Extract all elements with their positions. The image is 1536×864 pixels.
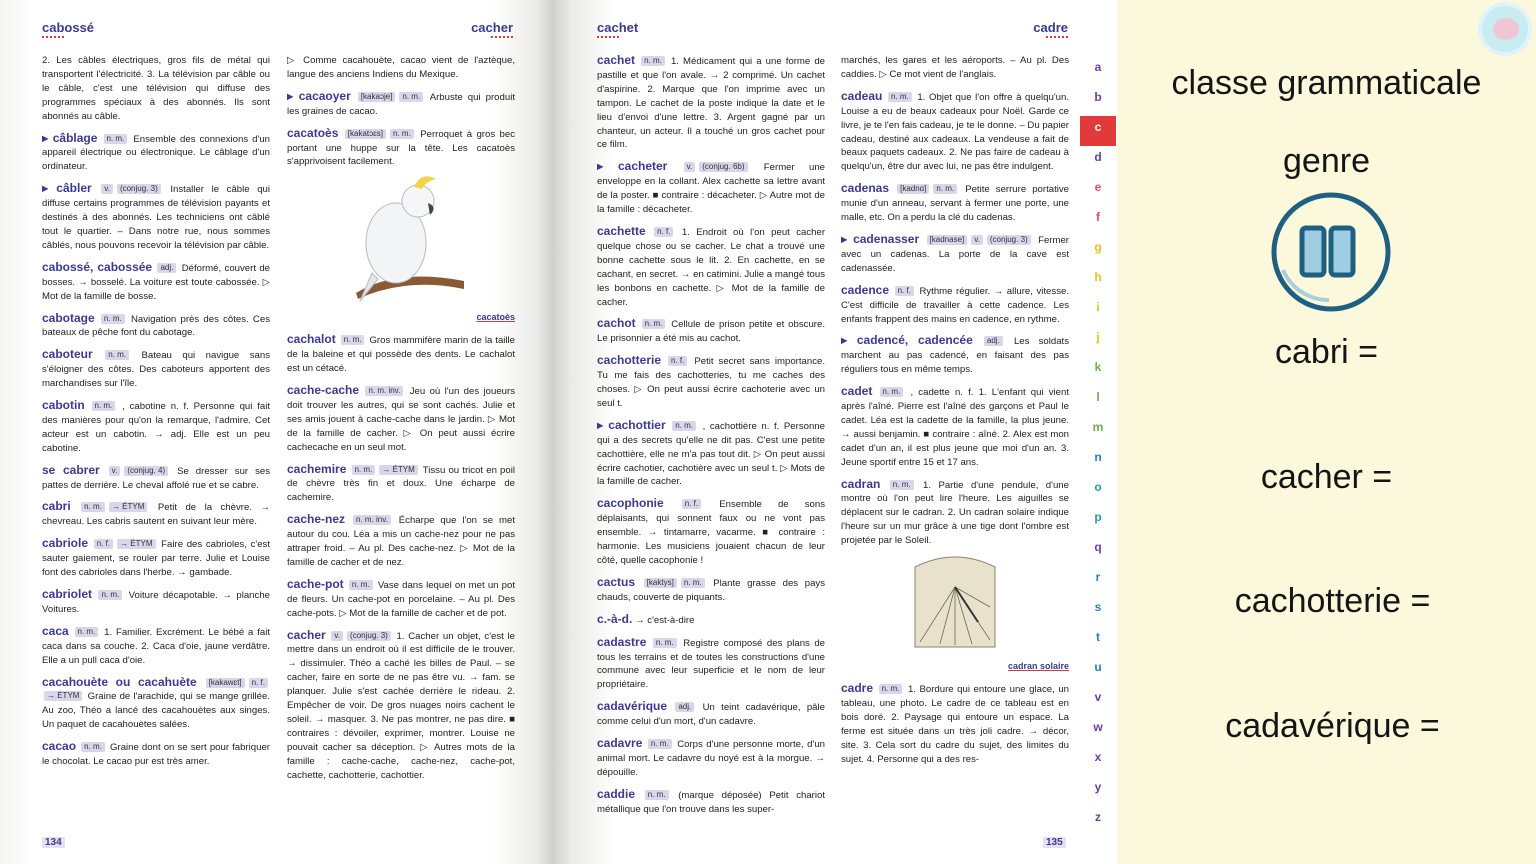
dictionary-entry bbox=[287, 54, 515, 82]
entry-headword: cabotage bbox=[42, 310, 95, 325]
entry-definition: Ensemble des connexions d'un appareil électrique ou électronique. Le câblage d'un ordinateur. bbox=[42, 133, 270, 173]
entry-headword: cachet bbox=[597, 54, 636, 67]
dictionary-entry bbox=[597, 613, 825, 628]
grammar-tag: (conjug. 3) bbox=[117, 184, 161, 194]
entry-headword: cacahouète ou cacahuète bbox=[42, 674, 197, 689]
running-head-right: cadre bbox=[968, 20, 1068, 38]
entry-definition: Se dresser sur ses pattes de derrière. Le cheval affolé rue et se cabre. bbox=[42, 465, 270, 491]
grammar-tag: n. m. bbox=[888, 92, 912, 102]
alphabet-tab-d[interactable]: d bbox=[1094, 150, 1102, 164]
entry-definition: Graine de l'arachide, qui se mange grillée. Au zoo, Théo a lancé des cacahouètes aux singes. Un paquet de cacahouètes salées. bbox=[42, 691, 270, 731]
entry-headword: ▸ câblage bbox=[42, 130, 98, 145]
alphabet-tab-o[interactable]: o bbox=[1094, 480, 1102, 494]
entry-headword: cabriolet bbox=[42, 587, 93, 601]
grammar-tag: n. m. bbox=[648, 739, 672, 749]
dictionary-column bbox=[597, 54, 825, 832]
dictionary-entry bbox=[42, 261, 270, 304]
entry-definition: 1. Objet que l'on offre à quelqu'un. Louise a eu de beaux cadeaux pour Noël. Garde ce livre, je te l'en fais cadeau, je te le donne. – Du papier cadeau, destiné aux cadeaux. La vendeuse a fait de beaux paquets cadeaux. 2. Ne pas faire de cadeau à quelqu'un, être dur avec lui, ne pas être indulgent. bbox=[841, 91, 1069, 173]
alphabet-tab-w[interactable]: w bbox=[1093, 720, 1103, 734]
entry-headword: caddie bbox=[597, 786, 636, 801]
grammar-tag: n. f. bbox=[668, 356, 687, 366]
alphabet-tab-l[interactable]: l bbox=[1096, 390, 1100, 404]
grammar-tag: n. m. bbox=[879, 684, 903, 694]
dictionary-entry bbox=[287, 513, 515, 570]
entry-definition: 1. Partie d'une pendule, d'une montre où l'on peut lire l'heure. Les aiguilles se déplacent sur le cadran. 2. Un cadran solaire indique l'heure sur un mur grâce à une tige dont l'ombre est projetée par le Soleil. bbox=[841, 479, 1069, 547]
entry-headword: cactus bbox=[597, 574, 636, 589]
entry-headword: cadastre bbox=[597, 634, 647, 649]
entry-definition: , cabotine n. f. Personne qui fait des manières pour qu'on la remarque, l'admire. Cet acteur est un cabotin. → adj. Elle est un peu cabotine. bbox=[42, 401, 270, 454]
alphabet-tab-j[interactable]: j bbox=[1096, 330, 1100, 344]
grammar-tag: n. f. bbox=[249, 678, 268, 688]
grammar-tag: v. bbox=[101, 184, 113, 194]
entry-definition: Tissu ou tricot en poil de chèvre très fin et doux. Une écharpe de cachemire. bbox=[287, 464, 515, 504]
running-head-left: cabossé bbox=[42, 20, 94, 38]
grammar-tag: n. m. bbox=[653, 638, 677, 648]
grammar-tag: [kakaɔje] bbox=[358, 92, 396, 102]
dictionary-entry bbox=[42, 399, 270, 456]
entry-headword: caboteur bbox=[42, 347, 93, 362]
grammar-tag: n. m. inv. bbox=[365, 386, 403, 396]
entry-headword: caca bbox=[42, 623, 69, 638]
alphabet-tab-g[interactable]: g bbox=[1094, 240, 1102, 254]
entry-definition: → c'est-à-dire bbox=[635, 614, 695, 626]
entry-headword: cachotterie bbox=[597, 353, 662, 368]
grammar-tag: (conjug. 4) bbox=[124, 466, 168, 476]
entry-definition: 1. Endroit où l'on peut cacher quelque chose ou se cacher. Le chat a trouvé une bonne cachette sous le lit. 2. En cachette, en se cachant, en secret. → en catimini. Julie a mangé tous les bonbons en cachette. ▷ Mot de la famille de cacher. bbox=[597, 226, 825, 308]
entry-definition: , cadette n. f. 1. L'enfant qui vient après l'aîné. Pierre est l'aîné des garçons et Paul le cadet. Léa est la cadette de la famille, la plus jeune. → aussi benjamin. ■ contraire : aîné. 2. Alex est mon cadet d'un an, il est plus jeune que moi d'un an. 3. Jeune sportif entre 15 et 17 ans. bbox=[841, 387, 1069, 468]
grammar-tag: n. m. bbox=[390, 129, 414, 139]
entry-definition: Les soldats marchent au pas cadencé, en faisant des pas réguliers tous en même temps. bbox=[841, 336, 1069, 376]
entry-definition: Écharpe que l'on se met autour du cou. Léa a mis un cache-nez pour ne pas attraper froid. – Au pl. Des cache-nez. ▷ Mot de la famille de cacher et de nez. bbox=[287, 515, 515, 568]
alphabet-tab-k[interactable]: k bbox=[1094, 360, 1102, 374]
grammar-tag: → ÉTYM bbox=[379, 465, 417, 475]
running-head-right: cacher bbox=[413, 20, 513, 38]
entry-headword: cadavérique bbox=[597, 699, 668, 714]
alphabet-tab-a[interactable]: a bbox=[1094, 60, 1102, 74]
entry-definition: Installer le câble qui diffuse certains programmes de télévision payants et destinés à des abonnés. Les techniciens ont câblé tout le quartier. – Dans notre rue, nous sommes câblés, nous pouvons recevoir la télévision par câble. bbox=[42, 184, 270, 251]
alphabet-tab-n[interactable]: n bbox=[1094, 450, 1102, 464]
entry-headword: cachot bbox=[597, 316, 636, 331]
alphabet-tab-b[interactable]: b bbox=[1094, 90, 1102, 104]
alphabet-tab-y[interactable]: y bbox=[1094, 780, 1102, 794]
grammar-tag: n. m. bbox=[880, 387, 904, 397]
alphabet-tab-s[interactable]: s bbox=[1094, 600, 1102, 614]
grammar-tag: n. m. bbox=[81, 502, 105, 512]
dictionary-entry bbox=[42, 588, 270, 617]
dictionary-entry bbox=[42, 464, 270, 493]
grammar-tag: → ÉTYM bbox=[44, 691, 82, 701]
grammar-tag: v. bbox=[684, 162, 696, 172]
alphabet-tab-v[interactable]: v bbox=[1094, 690, 1102, 704]
grammar-tag: n. m. bbox=[98, 590, 122, 600]
dictionary-entry bbox=[597, 788, 825, 817]
dictionary-entry bbox=[597, 576, 825, 605]
grammar-tag: n. m. bbox=[890, 480, 914, 490]
alphabet-tab-p[interactable]: p bbox=[1094, 510, 1102, 524]
grammar-tag: [kakawɛt] bbox=[206, 678, 245, 688]
grammar-tag: n. f. bbox=[94, 539, 113, 549]
dictionary-entry bbox=[42, 54, 270, 124]
alphabet-tab-t[interactable]: t bbox=[1096, 630, 1100, 644]
dictionary-entry bbox=[597, 737, 825, 780]
grammar-tag: n. m. bbox=[101, 314, 125, 324]
entry-definition: Jeu où l'un des joueurs doit trouver les autres, qui se sont cachés. Julie et ses amis jouent à cache-cache dans le jardin. ▷ Mot de la famille de cacher. ▷ On peut aussi écrire cachecache en un seul mot. bbox=[287, 385, 515, 453]
alphabet-tab-x[interactable]: x bbox=[1094, 750, 1102, 764]
entry-definition: marchés, les gares et les aéroports. – Au pl. Des caddies. ▷ Ce mot vient de l'anglais. bbox=[841, 55, 1069, 80]
entry-headword: cadavre bbox=[597, 736, 643, 751]
entry-definition: Plante grasse des pays chauds, couverte de piquants. bbox=[597, 577, 825, 603]
dictionary-entry bbox=[841, 233, 1069, 276]
dictionary-entry bbox=[841, 334, 1069, 377]
entry-definition: Perroquet à gros bec portant une huppe sur la tête. Les cacatoès s'apprivoisent facilement. bbox=[287, 128, 515, 168]
entry-definition: Corps d'une personne morte, d'un animal mort. Le cadavre du noyé est à la morgue. → dépouille. bbox=[597, 739, 825, 778]
entry-definition: Petit secret sans importance. Tu me fais des cachotteries, tu me caches des choses. ▷ On peut aussi écrire cachoterie avec un seul t. bbox=[597, 356, 825, 409]
alphabet-tab-r[interactable]: r bbox=[1095, 570, 1101, 584]
dictionary-entry bbox=[42, 132, 270, 175]
alphabet-tab-h[interactable]: h bbox=[1094, 270, 1102, 284]
grammar-tag: n. m. bbox=[352, 465, 376, 475]
entry-headword: ▸ cadencé, cadencée bbox=[841, 333, 973, 348]
grammar-tag: n. m. inv. bbox=[353, 515, 391, 525]
entry-headword: cache-pot bbox=[287, 576, 344, 591]
entry-headword: cacatoès bbox=[287, 125, 339, 140]
entry-definition: ▷ Comme cacahouète, cacao vient de l'aztèque, langue des anciens Indiens du Mexique. bbox=[287, 55, 515, 80]
grammar-tag: n. m. bbox=[349, 580, 373, 590]
page-number: 134 bbox=[42, 837, 65, 848]
dictionary-entry bbox=[42, 500, 270, 529]
grammar-tag: [kaktys] bbox=[644, 578, 677, 588]
grammar-tag: n. m. bbox=[81, 742, 105, 752]
grammar-tag: adj. bbox=[984, 336, 1003, 346]
grammar-tag: n. m. bbox=[341, 335, 365, 345]
entry-definition: (marque déposée) Petit chariot métallique que l'on trouve dans les super- bbox=[597, 789, 825, 815]
entry-definition: Navigation près des côtes. Ces bateaux de pêche font du cabotage. bbox=[42, 313, 270, 339]
grammar-tag: (conjug. 6b) bbox=[699, 162, 747, 172]
entry-definition: , cachottière n. f. Personne qui a des secrets qu'elle ne dit pas. C'est une petite cachottière, elle ne m'a pas tout dit. ▷ On peut aussi écrire cachotier, cachotière avec un seul t. ▷ Mots de la famille de cacher. bbox=[597, 420, 825, 488]
alphabet-tab-f[interactable]: f bbox=[1096, 210, 1100, 224]
grammar-tag: n. f. bbox=[654, 227, 673, 237]
entry-definition: Fermer une enveloppe en la collant. Alex cachette sa lettre avant de la poster. ■ contraire : décacheter. ▷ Autre mot de la famille : décacheter. bbox=[597, 162, 825, 216]
brain-logo-icon bbox=[1478, 2, 1532, 56]
entry-definition: Petit de la chèvre. → chevreau. Les cabris sautent en suivant leur mère. bbox=[42, 502, 270, 528]
page-number: 135 bbox=[1043, 837, 1066, 848]
entry-headword: cabri bbox=[42, 499, 71, 514]
alphabet-tab-i[interactable]: i bbox=[1096, 300, 1100, 314]
entry-definition: 2. Les câbles électriques, gros fils de métal qui transportent l'électricité. 3. La télévision par câble ou le câble, c'est une télévision qui diffuse des programmes spéciaux à des abonnés. Ils sont abonnés au câble. bbox=[42, 55, 270, 122]
dictionary-entry bbox=[597, 225, 825, 309]
dictionary-entry bbox=[841, 54, 1069, 82]
grammar-tag: n. m. bbox=[672, 421, 696, 431]
entry-headword: ▸ cacaoyer bbox=[287, 88, 351, 103]
entry-headword: c.-à-d. bbox=[597, 611, 633, 626]
exercise-cadaverique: cadavérique = bbox=[1225, 707, 1440, 745]
grammar-tag: v. bbox=[109, 466, 121, 476]
grammar-tag: [kadnɑ] bbox=[897, 184, 929, 194]
dictionary-entry bbox=[42, 537, 270, 580]
entry-definition: 1. Familier. Excrément. Le bébé a fait caca dans sa couche. 2. Caca d'oie, jaune verdâtre. Elle a un pull caca d'oie. bbox=[42, 626, 270, 666]
entry-headword: se cabrer bbox=[42, 462, 100, 477]
entry-definition: Registre composé des plans de tous les terrains et de toutes les constructions d'une commune avec leur superficie et le nom de leur propriétaire. bbox=[597, 637, 825, 691]
grammar-tag: n. m. bbox=[92, 401, 116, 411]
exercise-cacher: cacher = bbox=[1260, 458, 1393, 496]
entry-definition: 1. Cacher un objet, c'est le mettre dans un endroit où il est difficile de le trouver. → dissimuler. Théo a caché les billes de Paul. – se cacher, faire en sorte de ne pas être vu. → fam. se planquer. Julie s'est cachée derrière le rideau. 2. Empêcher de voir. De gros nuages noirs cachent le soleil. → masquer. 3. Ne pas montrer, ne pas dire. ■ contraires : dévoiler, exprimer, montrer. Louise ne pouvait cacher sa déception. ▷ Autres mots de la famille : cache-cache, cache-nez, cache-pot, cachette, cachotterie, cachottier. bbox=[287, 630, 515, 781]
entry-definition: Bateau qui navigue sans s'éloigner des côtes. Des caboteurs apportent des marchandises sur l'île. bbox=[42, 350, 270, 390]
entry-definition: 1. Médicament qui a une forme de pastille et que l'on avale. → 2 comprimé. Un cachet d'aspirine. 2. Marque que l'on imprime avec un tampon. Le cachet de la poste indique la date et le lieu d'envoi d'une lettre. 3. Argent gagné par un chanteur, un acteur. Il a touché un gros cachet pour ce film. bbox=[597, 56, 825, 151]
dictionary-entry bbox=[42, 182, 270, 253]
entry-headword: cadenas bbox=[841, 181, 890, 196]
panel-title: classe grammaticale bbox=[1171, 64, 1482, 102]
grammar-tag: adj. bbox=[675, 702, 694, 712]
grammar-tag: n. m. bbox=[75, 627, 99, 637]
dictionary-entry bbox=[597, 419, 825, 490]
dictionary-entry bbox=[841, 284, 1069, 327]
entry-definition: Petite serrure portative munie d'un anneau, servant à fermer une porte, une malle, etc. On a perdu la clé du cadenas. bbox=[841, 184, 1069, 224]
alphabet-tab-c[interactable]: c bbox=[1080, 116, 1116, 146]
grammar-tag: → ÉTYM bbox=[109, 502, 147, 512]
dictionary-entry bbox=[42, 348, 270, 391]
grammar-tag: n. m. bbox=[642, 319, 666, 329]
grammar-tag: n. m. bbox=[399, 92, 423, 102]
running-head-left: cachet bbox=[597, 20, 638, 38]
dictionary-entry bbox=[597, 497, 825, 568]
dictionary-column bbox=[287, 54, 515, 832]
entry-headword: cadre bbox=[841, 681, 874, 695]
grammar-tag: (conjug. 3) bbox=[987, 235, 1031, 245]
entry-definition: Ensemble de sons déplaisants, qui sonnent faux ou ne vont pas ensemble. → tintamarre, vacarme. ■ contraire : harmonie. Les musiciens jouaient chacun de leur côté, quelle cacophonie ! bbox=[597, 499, 825, 566]
dictionary-entry bbox=[42, 676, 270, 733]
dictionary-column bbox=[42, 54, 270, 832]
lesson-panel bbox=[1117, 0, 1536, 864]
dictionary-entry bbox=[841, 682, 1069, 766]
entry-headword: ▸ cadenasser bbox=[841, 231, 920, 246]
alphabet-tab-e[interactable]: e bbox=[1094, 180, 1102, 194]
dictionary-entry bbox=[287, 127, 515, 326]
cockatoo-illustration bbox=[287, 173, 515, 303]
entry-headword: cadet bbox=[841, 384, 873, 399]
grammar-tag: n. m. bbox=[681, 578, 705, 588]
grammar-tag: n. m. bbox=[933, 184, 957, 194]
alphabet-tab-m[interactable]: m bbox=[1092, 420, 1104, 434]
dictionary-entry bbox=[42, 312, 270, 341]
dictionary-entry bbox=[42, 740, 270, 769]
dictionary-entry bbox=[42, 625, 270, 668]
entry-definition: Arbuste qui produit les graines de cacao. bbox=[287, 91, 515, 117]
dictionary-entry bbox=[597, 700, 825, 729]
grammar-tag: [kadnase] bbox=[927, 235, 968, 245]
entry-headword: cabriole bbox=[42, 536, 89, 551]
alphabet-tab-u[interactable]: u bbox=[1094, 660, 1102, 674]
grammar-tag: n. m. bbox=[105, 350, 129, 360]
entry-headword: cadran bbox=[841, 476, 881, 491]
exercise-cabri: cabri = bbox=[1275, 333, 1378, 371]
entry-headword: ▸ cachottier bbox=[597, 417, 666, 432]
grammar-tag: n. m. bbox=[104, 134, 128, 144]
alphabet-tab-z[interactable]: z bbox=[1095, 810, 1101, 824]
exercise-cachotterie: cachotterie = bbox=[1234, 582, 1431, 620]
entry-headword: cachette bbox=[597, 223, 646, 238]
dictionary-entry bbox=[287, 90, 515, 119]
pause-icon[interactable] bbox=[1269, 190, 1393, 314]
entry-definition: Déformé, couvert de bosses. → bosselé. La voiture est toute cabossée. ▷ Mot de la famille de bosse. bbox=[42, 262, 270, 302]
entry-definition: Rythme régulier. → allure, vitesse. C'est difficile de travailler à cette cadence. Les enfants frappent des mains en cadence, en rythme. bbox=[841, 285, 1069, 325]
grammar-tag: adj. bbox=[157, 263, 176, 273]
entry-headword: cabossé, cabossée bbox=[42, 259, 153, 274]
dictionary-entry bbox=[841, 385, 1069, 469]
grammar-tag: v. bbox=[331, 631, 343, 641]
entry-headword: cacher bbox=[287, 627, 326, 642]
illustration-caption: cacatoès bbox=[476, 312, 515, 323]
entry-definition: Graine dont on se sert pour fabriquer le chocolat. Le cacao pur est très amer. bbox=[42, 742, 270, 768]
dictionary-entry bbox=[287, 629, 515, 783]
dictionary-entry bbox=[841, 478, 1069, 674]
grammar-tag: v. bbox=[971, 235, 983, 245]
dictionary-entry bbox=[597, 317, 825, 346]
dictionary-entry bbox=[597, 636, 825, 693]
alphabet-index bbox=[1080, 56, 1116, 836]
grammar-tag: n. m. bbox=[645, 790, 669, 800]
entry-definition: Fermer avec un cadenas. La porte de la cave est cadenassée. bbox=[841, 234, 1069, 274]
dictionary-column bbox=[841, 54, 1069, 832]
grammar-tag: n. f. bbox=[682, 499, 701, 509]
dictionary-entry bbox=[287, 578, 515, 621]
dictionary-entry bbox=[287, 333, 515, 376]
dictionary-entry bbox=[597, 354, 825, 411]
grammar-tag: n. m. bbox=[641, 56, 665, 66]
dictionary-entry bbox=[287, 384, 515, 455]
dictionary-entry bbox=[287, 463, 515, 506]
entry-headword: cache-nez bbox=[287, 512, 346, 527]
entry-headword: cache-cache bbox=[287, 382, 360, 397]
entry-headword: cacao bbox=[42, 739, 77, 754]
illustration-caption: cadran solaire bbox=[1007, 661, 1069, 672]
grammar-tag: n. f. bbox=[895, 286, 914, 296]
entry-headword: cachemire bbox=[287, 461, 347, 476]
dictionary-entry bbox=[841, 90, 1069, 174]
grammar-tag: [kakatɔɛs] bbox=[345, 129, 386, 139]
entry-definition: 1. Bordure qui entoure une glace, un tableau, une photo. Le cadre de ce tableau est en bois doré. 2. Paysage qui entoure un espace. La ferme est située dans un très joli cadre. → décor, site. 3. Cela sort du cadre du sujet, des limites du sujet. 4. Personne qui a des res- bbox=[841, 684, 1069, 765]
grammar-tag: (conjug. 3) bbox=[347, 631, 391, 641]
entry-definition: Gros mammifère marin de la taille de la baleine et qui possède des dents. Le cachalot est un cétacé. bbox=[287, 335, 515, 375]
entry-headword: ▸ cacheter bbox=[597, 159, 668, 174]
entry-headword: cacophonie bbox=[597, 496, 664, 511]
sundial-illustration bbox=[841, 552, 1069, 652]
entry-headword: cadeau bbox=[841, 88, 883, 103]
entry-headword: cabotin bbox=[42, 398, 85, 413]
entry-headword: cadence bbox=[841, 282, 890, 297]
dictionary-entry bbox=[597, 54, 825, 152]
entry-definition: Cellule de prison petite et obscure. Le prisonnier a été mis au cachot. bbox=[597, 319, 825, 345]
entry-definition: Un teint cadavérique, pâle comme celui d'un mort, d'un cadavre. bbox=[597, 702, 825, 728]
alphabet-tab-q[interactable]: q bbox=[1094, 540, 1102, 554]
entry-headword: ▸ câbler bbox=[42, 181, 92, 196]
grammar-tag: → ÉTYM bbox=[117, 539, 155, 549]
dictionary-entry bbox=[597, 160, 825, 217]
entry-definition: Faire des cabrioles, c'est sauter gaiement, se rouler par terre. Julie et Louise font des cabrioles dans l'herbe. → gambade. bbox=[42, 539, 270, 579]
entry-headword: cachalot bbox=[287, 332, 336, 347]
dictionary-entry bbox=[841, 182, 1069, 225]
entry-definition: Vase dans lequel on met un pot de fleurs. Un cache-pot en porcelaine. – Au pl. Des cache-pots. ▷ Mot de la famille de cacher et de pot. bbox=[287, 579, 515, 619]
panel-subtitle: genre bbox=[1283, 142, 1370, 180]
entry-definition: Voiture décapotable. → planche Voitures. bbox=[42, 590, 270, 615]
